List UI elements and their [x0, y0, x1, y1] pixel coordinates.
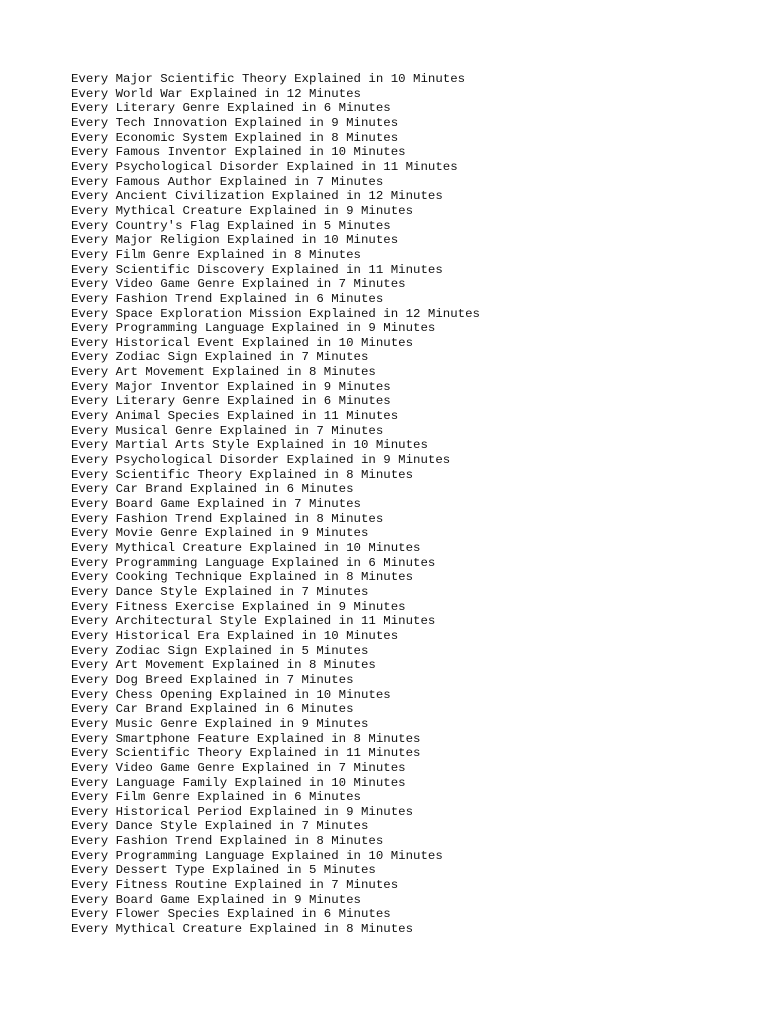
title-line: Every Dance Style Explained in 7 Minutes	[71, 819, 369, 834]
title-line: Every Video Game Genre Explained in 7 Minutes	[71, 277, 406, 292]
title-line: Every Space Exploration Mission Explained in 12 Minutes	[71, 306, 480, 321]
title-line: Every Historical Period Explained in 9 Minutes	[71, 804, 414, 819]
title-line: Every Mythical Creature Explained in 10 Minutes	[71, 541, 421, 555]
title-line: Every Scientific Discovery Explained in 11 Minutes	[71, 262, 443, 277]
title-line: Every Fashion Trend Explained in 8 Minutes	[71, 834, 384, 849]
title-line: Every Language Family Explained in 10 Minutes	[71, 775, 406, 790]
title-line: Every Psychological Disorder Explained in 11 Minutes	[71, 159, 458, 174]
title-line: Every Programming Language Explained in 10 Minutes	[71, 848, 443, 863]
title-line: Every Mythical Creature Explained in 8 Minutes	[71, 922, 414, 937]
title-line: Every World War Explained in 12 Minutes	[71, 86, 361, 101]
title-line: Every Art Movement Explained in 8 Minutes	[71, 658, 376, 673]
title-line: Every Scientific Theory Explained in 8 Minutes	[71, 467, 414, 482]
title-line: Every Art Movement Explained in 8 Minutes	[71, 365, 376, 380]
title-line: Every Mythical Creature Explained in 9 Minutes	[71, 203, 414, 218]
title-line: Every Video Game Genre Explained in 7 Minutes	[71, 760, 406, 775]
title-line: Every Country's Flag Explained in 5 Minutes	[71, 218, 391, 233]
title-line: Every Scientific Theory Explained in 11 Minutes	[71, 746, 421, 761]
title-line: Every Board Game Explained in 7 Minutes	[71, 497, 361, 512]
title-line: Every Cooking Technique Explained in 8 Minutes	[71, 570, 414, 585]
title-line: Every Programming Language Explained in 6 Minutes	[71, 555, 436, 570]
title-line: Every Fitness Exercise Explained in 9 Minutes	[71, 599, 406, 614]
title-line: Every Music Genre Explained in 9 Minutes	[71, 716, 369, 731]
title-line: Every Car Brand Explained in 6 Minutes	[71, 702, 354, 717]
title-line: Every Martial Arts Style Explained in 10 Minutes	[71, 438, 428, 453]
title-line: Every Historical Era Explained in 10 Minutes	[71, 628, 399, 643]
title-line: Every Movie Genre Explained in 9 Minutes	[71, 526, 369, 541]
title-line: Every Programming Language Explained in 9 Minutes	[71, 321, 436, 336]
title-line: Every Tech Innovation Explained in 9 Minutes	[71, 115, 399, 130]
title-list	[71, 72, 480, 937]
title-line: Every Famous Author Explained in 7 Minutes	[71, 174, 384, 189]
title-line: Every Fashion Trend Explained in 8 Minutes	[71, 511, 384, 526]
title-line: Every Architectural Style Explained in 11 Minutes	[71, 614, 436, 629]
title-line: Every Board Game Explained in 9 Minutes	[71, 892, 361, 907]
title-line: Every Film Genre Explained in 6 Minutes	[71, 790, 361, 805]
title-line: Every Zodiac Sign Explained in 7 Minutes	[71, 350, 369, 365]
title-line: Every Major Scientific Theory Explained in 10 Minutes	[71, 72, 466, 86]
title-line: Every Dance Style Explained in 7 Minutes	[71, 584, 369, 599]
title-line: Every Animal Species Explained in 11 Minutes	[71, 409, 399, 424]
title-line: Every Musical Genre Explained in 7 Minutes	[71, 423, 384, 438]
title-line: Every Historical Event Explained in 10 Minutes	[71, 335, 414, 350]
title-line: Every Literary Genre Explained in 6 Minutes	[71, 394, 391, 409]
title-line: Every Major Religion Explained in 10 Minutes	[71, 233, 399, 248]
title-line: Every Famous Inventor Explained in 10 Minutes	[71, 145, 406, 160]
title-line: Every Fitness Routine Explained in 7 Minutes	[71, 878, 399, 893]
title-line: Every Ancient Civilization Explained in 12 Minutes	[71, 189, 443, 204]
title-line: Every Chess Opening Explained in 10 Minutes	[71, 687, 391, 702]
title-line: Every Fashion Trend Explained in 6 Minutes	[71, 291, 384, 306]
title-line: Every Smartphone Feature Explained in 8 Minutes	[71, 731, 421, 746]
title-line: Every Flower Species Explained in 6 Minutes	[71, 907, 391, 922]
title-line: Every Psychological Disorder Explained in 9 Minutes	[71, 453, 451, 468]
title-line: Every Major Inventor Explained in 9 Minutes	[71, 379, 391, 394]
title-line: Every Dog Breed Explained in 7 Minutes	[71, 672, 354, 687]
title-line: Every Zodiac Sign Explained in 5 Minutes	[71, 643, 369, 658]
title-line: Every Economic System Explained in 8 Minutes	[71, 130, 399, 145]
title-line: Every Dessert Type Explained in 5 Minutes	[71, 863, 376, 878]
title-line: Every Film Genre Explained in 8 Minutes	[71, 247, 361, 262]
title-line: Every Car Brand Explained in 6 Minutes	[71, 482, 354, 497]
title-line: Every Literary Genre Explained in 6 Minutes	[71, 101, 391, 116]
